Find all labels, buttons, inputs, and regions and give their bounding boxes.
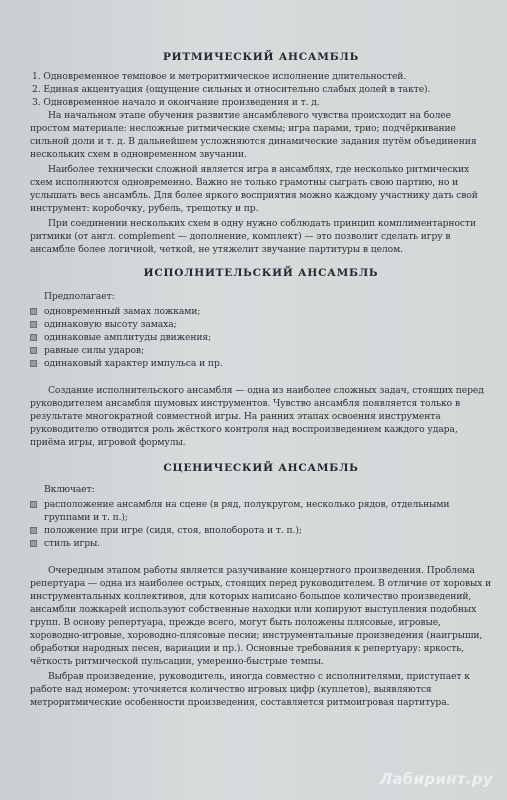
list-item: равные силы ударов; bbox=[30, 344, 492, 357]
list-item: 1. Одновременное темповое и метроритмическое исполнение длительностей. bbox=[32, 71, 407, 82]
paragraph: Выбрав произведение, руководитель, иногда совместно с исполнителями, приступает к работе над номером: уточняется количество игровых цифр (куплетов), выявляются метроритмические особенности произведения, составляется ритмоигровая партитура. bbox=[30, 671, 470, 708]
paragraph: Наиболее технически сложной является игра в ансамблях, где несколько ритмических схем исполняются одновременно. Важно не только грамотны сыграть свою партию, но и услышать весь ансамбль. Для более яркого восприятия можно каждому участнику дать свой инструмент: коробочку, рубель, трещотку и пр. bbox=[30, 164, 478, 214]
paragraph: Создание исполнительского ансамбля — одна из наиболее сложных задач, стоящих перед руководителем ансамбля шумовых инструментов. Чувство ансамбля появляется только в результате многократной совместной игры. На ранних этапах освоения инструмента руководителю отводится роль жёсткого контроля над воспроизведением каждого удара, приёма игры, игровой формулы. bbox=[30, 385, 484, 448]
intro-label: Предполагает: bbox=[44, 291, 115, 302]
list-item: одновременный замах ложками; bbox=[30, 305, 492, 318]
paragraph: Очередным этапом работы является разучивание концертного произведения. Проблема репертуара — одна из наиболее острых, стоящих перед руководителем. В отличие от хоровых и инструментальных коллективов, для которых написано большое количество произведений, ансамбли ложкарей используют собственные находки или копируют выступления подобных групп. В основу репертуара, прежде всего, могут быть положены плясовые, игровые, хороводно-игровые, хороводно-плясовые песни; инструментальные произведения (наигрыши, обработки народных песен, вариации и пр.). Основные требования к репертуару: яркость, чёткость ритмической пульсации, умеренно-быстрые темпы. bbox=[30, 565, 492, 667]
stage-list bbox=[30, 498, 492, 550]
list-item: положение при игре (сидя, стоя, вполоборота и т. п.); bbox=[30, 524, 492, 537]
list-item: 3. Одновременное начало и окончание произведения и т. д. bbox=[32, 97, 320, 108]
list-item: одинаковый характер импульса и пр. bbox=[30, 357, 492, 370]
performing-list bbox=[30, 305, 492, 370]
section-title-stage: СЦЕНИЧЕСКИЙ АНСАМБЛЬ bbox=[163, 462, 359, 474]
list-item: стиль игры. bbox=[30, 537, 492, 550]
list-item: одинаковую высоту замаха; bbox=[30, 318, 492, 331]
page-content bbox=[30, 50, 492, 709]
section-title-rhythm: РИТМИЧЕСКИЙ АНСАМБЛЬ bbox=[162, 51, 360, 63]
section-title-performing: ИСПОЛНИТЕЛЬСКИЙ АНСАМБЛЬ bbox=[143, 267, 379, 279]
list-item: одинаковые амплитуды движения; bbox=[30, 331, 492, 344]
rhythm-list bbox=[30, 70, 492, 109]
intro-label: Включает: bbox=[44, 484, 95, 495]
watermark-logo: Лабиринт.ру bbox=[379, 770, 493, 788]
paragraph: На начальном этапе обучения развитие ансамблевого чувства происходит на более простом материале: несложные ритмические схемы; игра парами, трио; подчёркивание сильной доли и т. д. В дальнейшем усложняются динамические задания путём объединения нескольких схем в одновременном звучании. bbox=[30, 110, 477, 160]
list-item: расположение ансамбля на сцене (в ряд, полукругом, несколько рядов, отдельными группами и т. п.); bbox=[30, 498, 492, 524]
list-item: 2. Единая акцентуация (ощущение сильных и относительно слабых долей в такте). bbox=[32, 84, 431, 95]
paragraph: При соединении нескольких схем в одну нужно соблюдать принцип комплиментарности ритмики (от англ. complement — дополнение, комплект) — это позволит сделать игру в ансамбле более логичной, четкой, не утяжелит звучание партитуры в целом. bbox=[30, 218, 476, 255]
